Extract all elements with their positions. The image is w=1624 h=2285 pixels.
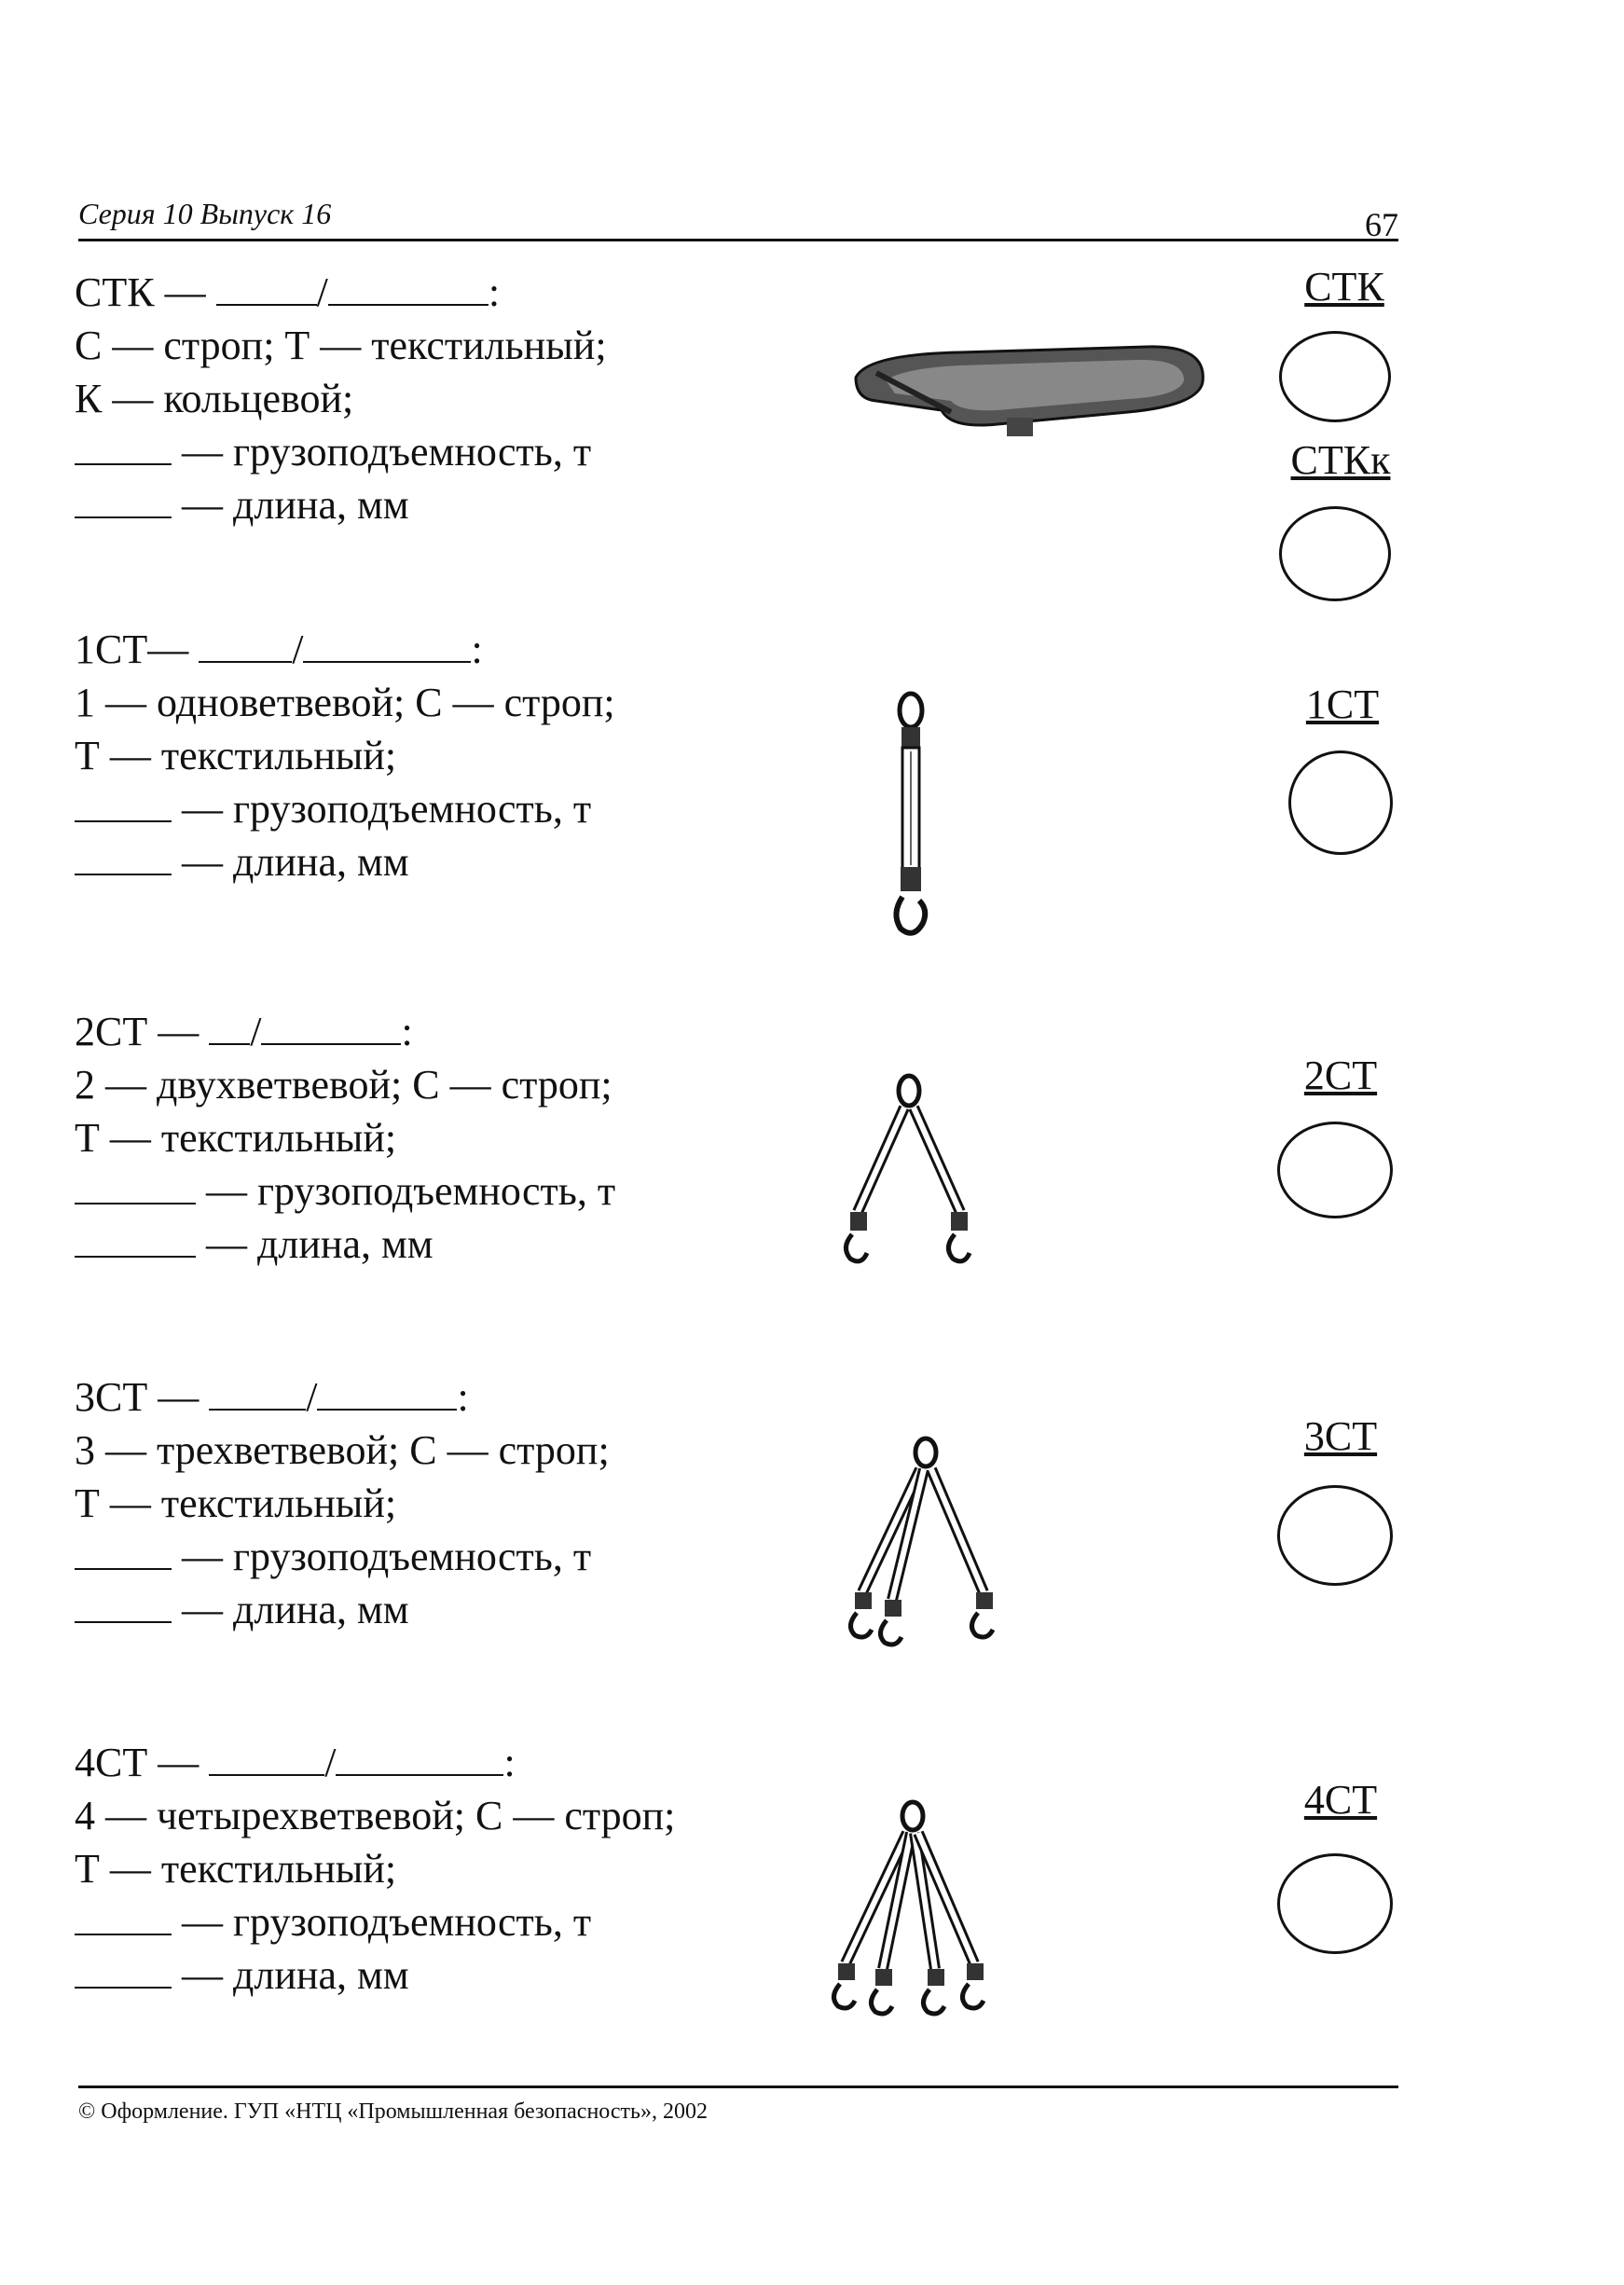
answer-oval-stkk[interactable] xyxy=(1279,506,1391,601)
blank-load xyxy=(209,1742,324,1776)
label-3st: 3СТ xyxy=(1303,1413,1378,1459)
load-suffix: — грузоподъемность, т xyxy=(182,1899,592,1945)
definition-line: 3 — трехветвевой; С — строп; xyxy=(75,1427,610,1473)
answer-oval-stk[interactable] xyxy=(1279,331,1391,422)
title-code: 3СТ — xyxy=(75,1374,200,1420)
blank xyxy=(75,1536,172,1570)
label-1st: 1СТ xyxy=(1305,681,1380,727)
load-suffix: — грузоподъемность, т xyxy=(182,429,592,475)
blank-length xyxy=(336,1742,503,1776)
single-leg-sling-illustration xyxy=(876,690,951,942)
section-3st xyxy=(75,1370,839,1636)
load-suffix: — грузоподъемность, т xyxy=(182,786,592,832)
blank-length xyxy=(303,629,471,663)
blank xyxy=(75,1590,172,1623)
definition-line: 1 — одноветвевой; С — строп; xyxy=(75,680,615,725)
definition-line: С — строп; Т — текстильный; xyxy=(75,323,607,368)
title-code: 1СТ— xyxy=(75,626,189,672)
definition-line: Т — текстильный; xyxy=(75,733,397,778)
blank-length xyxy=(261,1012,401,1045)
definition-line: Т — текстильный; xyxy=(75,1115,397,1161)
three-leg-sling-illustration xyxy=(834,1436,1021,1650)
blank-load xyxy=(209,1012,250,1045)
title-line: 1СТ— / : xyxy=(75,626,483,672)
label-stkk: СТКк xyxy=(1290,437,1391,483)
blank xyxy=(75,789,172,822)
blank-length xyxy=(317,1377,457,1411)
blank-length xyxy=(328,272,489,306)
section-4st xyxy=(75,1736,839,2002)
load-suffix: — грузоподъемность, т xyxy=(206,1168,616,1214)
title-code: 4СТ — xyxy=(75,1740,200,1785)
blank-load xyxy=(209,1377,306,1411)
title-code: 2СТ — xyxy=(75,1009,200,1054)
title-line: СТК — / : xyxy=(75,269,501,315)
answer-oval-1st[interactable] xyxy=(1288,750,1393,855)
title-code: СТК — xyxy=(75,269,206,315)
label-stk: СТК xyxy=(1304,264,1384,310)
section-2st xyxy=(75,1005,839,1271)
definition-line: К — кольцевой; xyxy=(75,376,354,421)
load-suffix: — грузоподъемность, т xyxy=(182,1534,592,1579)
blank xyxy=(75,1955,172,1989)
four-leg-sling-illustration xyxy=(816,1799,1021,2023)
ring-sling-illustration xyxy=(848,336,1221,457)
blank xyxy=(75,485,172,518)
definition-line: Т — текстильный; xyxy=(75,1480,397,1526)
title-line: 3СТ — / : xyxy=(75,1374,469,1420)
answer-oval-2st[interactable] xyxy=(1277,1122,1393,1218)
title-line: 4СТ — / : xyxy=(75,1740,516,1785)
blank xyxy=(75,432,172,465)
definition-line: 2 — двухветвевой; С — строп; xyxy=(75,1062,612,1108)
label-4st: 4СТ xyxy=(1303,1777,1378,1823)
blank-load xyxy=(216,272,317,306)
length-suffix: — длина, мм xyxy=(182,839,409,885)
answer-oval-4st[interactable] xyxy=(1277,1853,1393,1954)
section-stk xyxy=(75,266,839,531)
length-suffix: — длина, мм xyxy=(182,482,409,528)
definition-line: Т — текстильный; xyxy=(75,1846,397,1892)
page-header xyxy=(78,186,1398,241)
two-leg-sling-illustration xyxy=(830,1072,988,1268)
definition-line: 4 — четырехветвевой; С — строп; xyxy=(75,1793,676,1838)
title-line: 2СТ — / : xyxy=(75,1009,413,1054)
page-footer xyxy=(78,2085,1398,2125)
answer-oval-3st[interactable] xyxy=(1277,1485,1393,1586)
page-number: 67 xyxy=(1365,206,1398,243)
blank xyxy=(75,1224,196,1258)
length-suffix: — длина, мм xyxy=(182,1952,409,1998)
length-suffix: — длина, мм xyxy=(182,1587,409,1632)
length-suffix: — длина, мм xyxy=(206,1221,434,1267)
series-title: Серия 10 Выпуск 16 xyxy=(78,197,332,230)
blank-load xyxy=(199,629,292,663)
section-1st xyxy=(75,623,839,888)
label-2st: 2СТ xyxy=(1303,1053,1378,1098)
blank xyxy=(75,842,172,875)
blank xyxy=(75,1171,196,1204)
copyright-text: © Оформление. ГУП «НТЦ «Промышленная безопасность», 2002 xyxy=(78,2099,708,2124)
blank xyxy=(75,1902,172,1935)
